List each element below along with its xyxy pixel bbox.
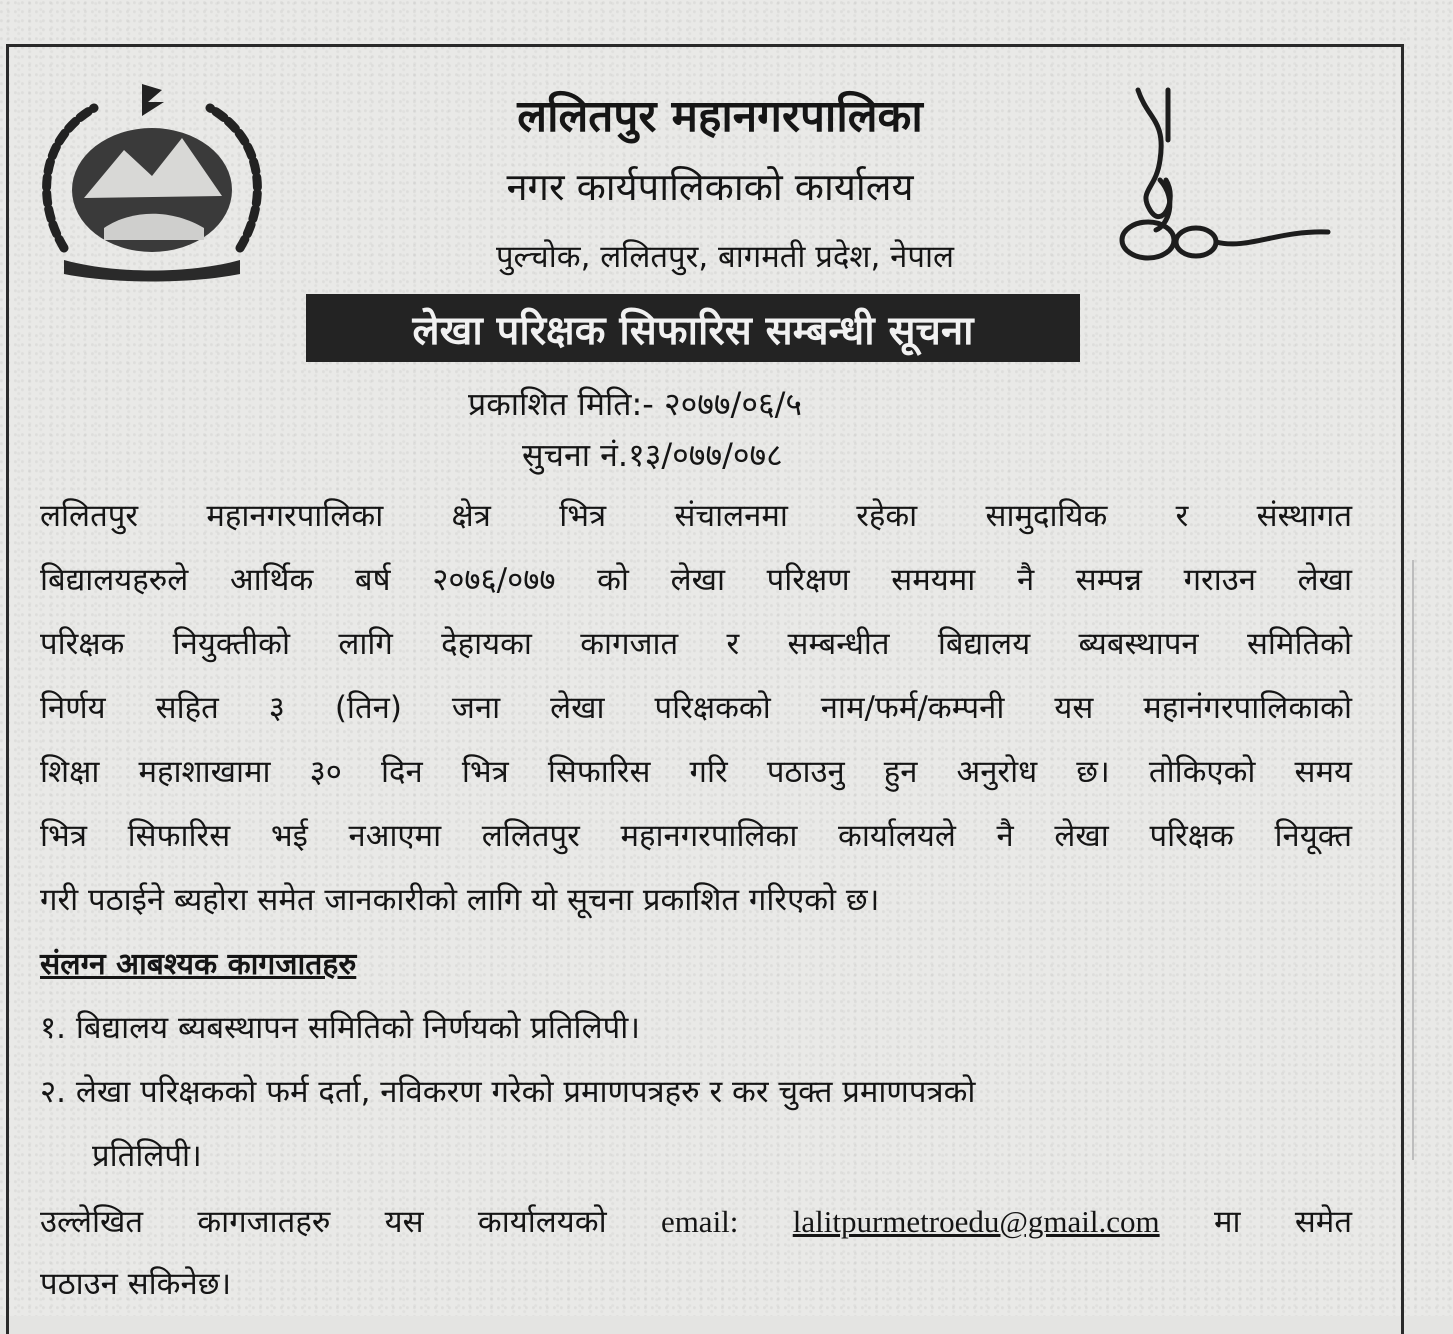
nepal-emblem-icon — [24, 78, 280, 288]
organization-name: ललितपुर महानगरपालिका — [517, 91, 923, 142]
closing-line — [40, 1200, 1352, 1242]
office-name: नगर कार्यपालिकाको कार्यालय — [506, 165, 914, 209]
closing-suffix: मा समेत — [1213, 1204, 1353, 1240]
attachment-item: प्रतिलिपी। — [92, 1138, 202, 1174]
body-line: शिक्षा महाशाखामा ३० दिन भित्र सिफारिस गरि पठाउनु हुन अनुरोध छ। तोकिएको समय — [40, 754, 1352, 790]
attachments-heading: संलग्न आबश्यक कागजातहरु — [40, 947, 357, 982]
office-address: पुल्चोक, ललितपुर, बागमती प्रदेश, नेपाल — [495, 239, 955, 275]
notice-number: सुचना नं.१३/०७७/०७८ — [522, 436, 783, 474]
closing-line-2: पठाउन सकिनेछ। — [40, 1266, 232, 1302]
body-line: भित्र सिफारिस भई नआएमा ललितपुर महानगरपालिका कार्यालयले नै लेखा परिक्षक नियूक्त — [40, 818, 1352, 854]
attachment-item: १. बिद्यालय ब्यबस्थापन समितिको निर्णयको प्रतिलिपी। — [40, 1010, 640, 1046]
published-date: प्रकाशित मिति:- २०७७/०६/५ — [468, 385, 803, 423]
edge-mark — [1412, 560, 1414, 1160]
body-line: परिक्षक नियुक्तीको लागि देहायका कागजात र सम्बन्धीत बिद्यालय ब्यबस्थापन समितिको — [40, 626, 1352, 662]
body-line: ललितपुर महानगरपालिका क्षेत्र भित्र संचालनमा रहेका सामुदायिक र संस्थागत — [40, 498, 1352, 534]
email-label: email: — [660, 1204, 739, 1239]
email-link[interactable]: lalitpurmetroedu@gmail.com — [792, 1204, 1160, 1239]
body-line: गरी पठाईने ब्यहोरा समेत जानकारीको लागि यो सूचना प्रकाशित गरिएको छ। — [40, 882, 880, 918]
body-line: निर्णय सहित ३ (तिन) जना लेखा परिक्षकको नाम/फर्म/कम्पनी यस महानंगरपालिकाको — [40, 690, 1352, 726]
body-line: बिद्यालयहरुले आर्थिक बर्ष २०७६/०७७ को लेखा परिक्षण समयमा नै सम्पन्न गराउन लेखा — [40, 562, 1352, 598]
closing-prefix: उल्लेखित कागजातहरु यस कार्यालयको — [40, 1204, 607, 1240]
attachment-item: २. लेखा परिक्षकको फर्म दर्ता, नविकरण गरेको प्रमाणपत्रहरु र कर चुक्त प्रमाणपत्रको — [40, 1074, 976, 1110]
notice-title: लेखा परिक्षक सिफारिस सम्बन्धी सूचना — [306, 294, 1080, 362]
